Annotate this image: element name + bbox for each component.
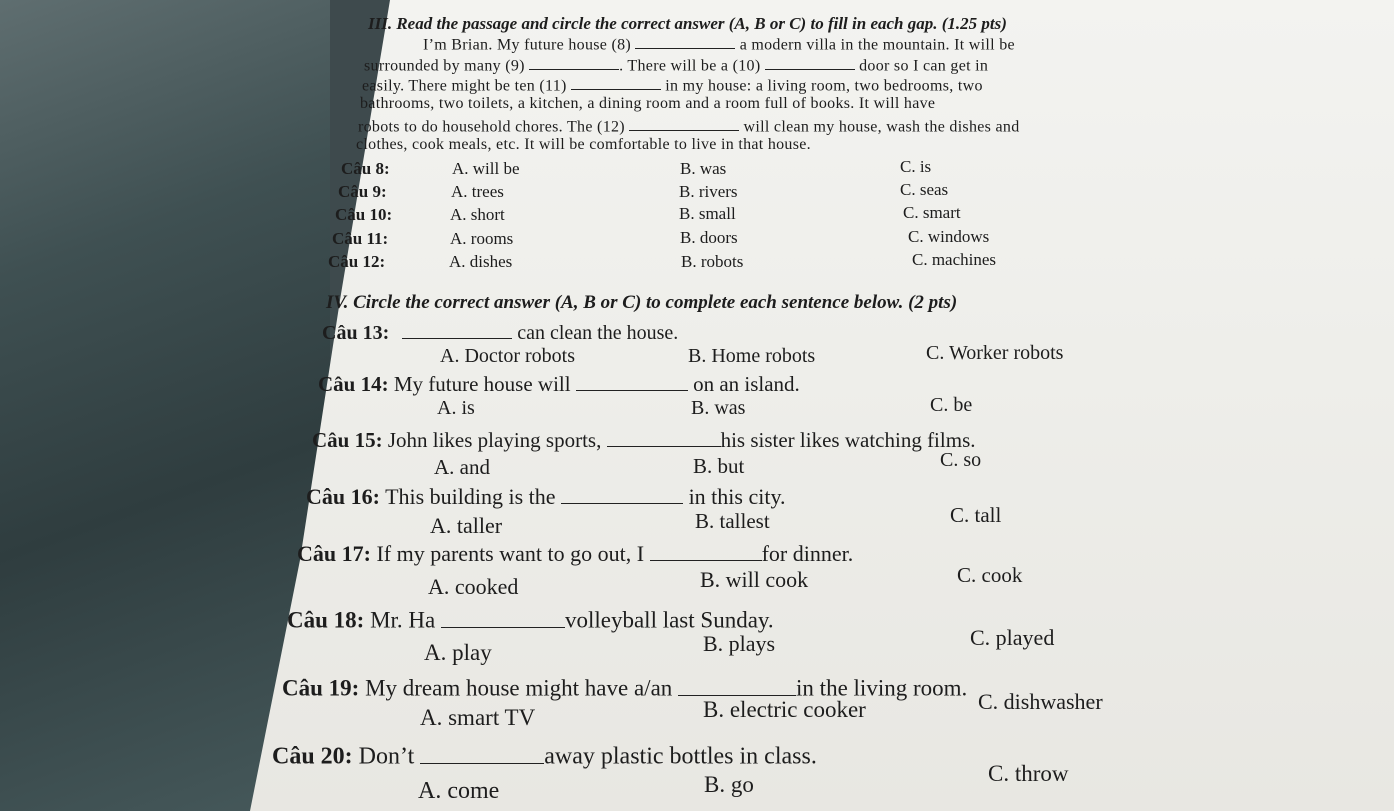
passage-line-3: easily. There might be ten (11) in my house: a living room, two bedrooms, two [362,75,983,95]
passage-line-2: surrounded by many (9) . There will be a (10) door so I can get in [364,55,988,75]
option-b[interactable]: B. doors [680,228,738,247]
answer-gap [678,674,796,696]
gap-12 [629,116,739,131]
option-c[interactable]: C. so [940,449,982,471]
option-a[interactable]: A. rooms [450,229,514,248]
question-label: Câu 9: [338,182,387,201]
question-label: Câu 10: [335,205,393,224]
question-label: Câu 12: [328,252,386,271]
option-c[interactable]: C. windows [908,227,990,246]
option-b[interactable]: B. small [679,204,736,223]
option-a[interactable]: A. come [418,778,500,804]
option-a[interactable]: A. cooked [428,574,519,599]
passage-line-6: clothes, cook meals, etc. It will be comfortable to live in that house. [356,136,811,153]
option-a[interactable]: A. smart TV [420,705,536,730]
answer-gap [576,371,688,391]
option-a[interactable]: A. taller [430,513,503,538]
gap-9 [529,55,619,70]
question-15: Câu 15: John likes playing sports, his sister likes watching films. [312,427,976,452]
question-20: Câu 20: Don’t away plastic bottles in class. [272,741,817,771]
question-16: Câu 16: This building is the in this city. [306,483,786,509]
option-c[interactable]: C. Worker robots [926,342,1064,364]
question-14: Câu 14: My future house will on an island. [318,371,800,396]
option-b[interactable]: B. but [693,454,745,478]
section-3-heading: III. Read the passage and circle the correct answer (A, B or C) to fill in each gap. (1.25 pts) [368,14,1007,33]
option-b[interactable]: B. rivers [679,182,738,201]
option-a[interactable]: A. and [434,455,490,479]
option-b[interactable]: B. was [680,159,727,178]
option-a[interactable]: A. is [437,397,475,419]
option-c[interactable]: C. throw [988,761,1069,786]
answer-gap [441,606,565,628]
option-b[interactable]: B. was [691,397,746,419]
question-18: Câu 18: Mr. Ha volleyball last Sunday. [287,607,774,633]
answer-gap [650,540,762,561]
option-c[interactable]: C. be [930,394,973,416]
question-17: Câu 17: If my parents want to go out, I for dinner. [297,540,854,566]
answer-gap [607,427,721,447]
gap-10 [765,55,855,70]
option-a[interactable]: A. short [450,205,505,224]
option-a[interactable]: A. dishes [449,252,513,271]
option-c[interactable]: C. is [900,157,932,176]
section-4-heading: IV. Circle the correct answer (A, B or C) to complete each sentence below. (2 pts) [326,292,958,313]
answer-gap [420,741,544,764]
option-c[interactable]: C. seas [900,180,949,199]
option-c[interactable]: C. played [970,625,1055,650]
answer-gap [561,483,683,504]
option-c[interactable]: C. smart [903,203,961,222]
answer-gap [402,320,512,339]
option-b[interactable]: B. plays [703,631,776,656]
option-b[interactable]: B. Home robots [688,345,816,367]
option-b[interactable]: B. robots [681,252,744,271]
passage-line-5: robots to do household chores. The (12) will clean my house, wash the dishes and [358,116,1020,136]
option-c[interactable]: C. dishwasher [978,689,1103,714]
option-a[interactable]: A. Doctor robots [440,345,575,367]
option-c[interactable]: C. machines [912,250,997,269]
option-b[interactable]: B. electric cooker [703,697,866,722]
option-c[interactable]: C. tall [950,503,1002,527]
option-b[interactable]: B. go [704,772,754,797]
option-a[interactable]: A. trees [451,182,504,201]
question-label: Câu 11: [332,229,389,248]
option-b[interactable]: B. will cook [700,567,809,592]
question-label: Câu 8: [341,159,390,178]
question-13: Câu 13: can clean the house. [322,322,679,344]
passage-line-1: I’m Brian. My future house (8) a modern villa in the mountain. It will be [423,34,1015,54]
gap-8 [635,34,735,49]
option-b[interactable]: B. tallest [695,509,770,533]
option-c[interactable]: C. cook [957,563,1023,587]
gap-11 [571,75,661,90]
option-a[interactable]: A. will be [452,159,520,178]
passage-line-4: bathrooms, two toilets, a kitchen, a dining room and a room full of books. It will have [360,95,936,112]
option-a[interactable]: A. play [424,640,492,665]
question-19: Câu 19: My dream house might have a/an in the living room. [282,675,968,701]
